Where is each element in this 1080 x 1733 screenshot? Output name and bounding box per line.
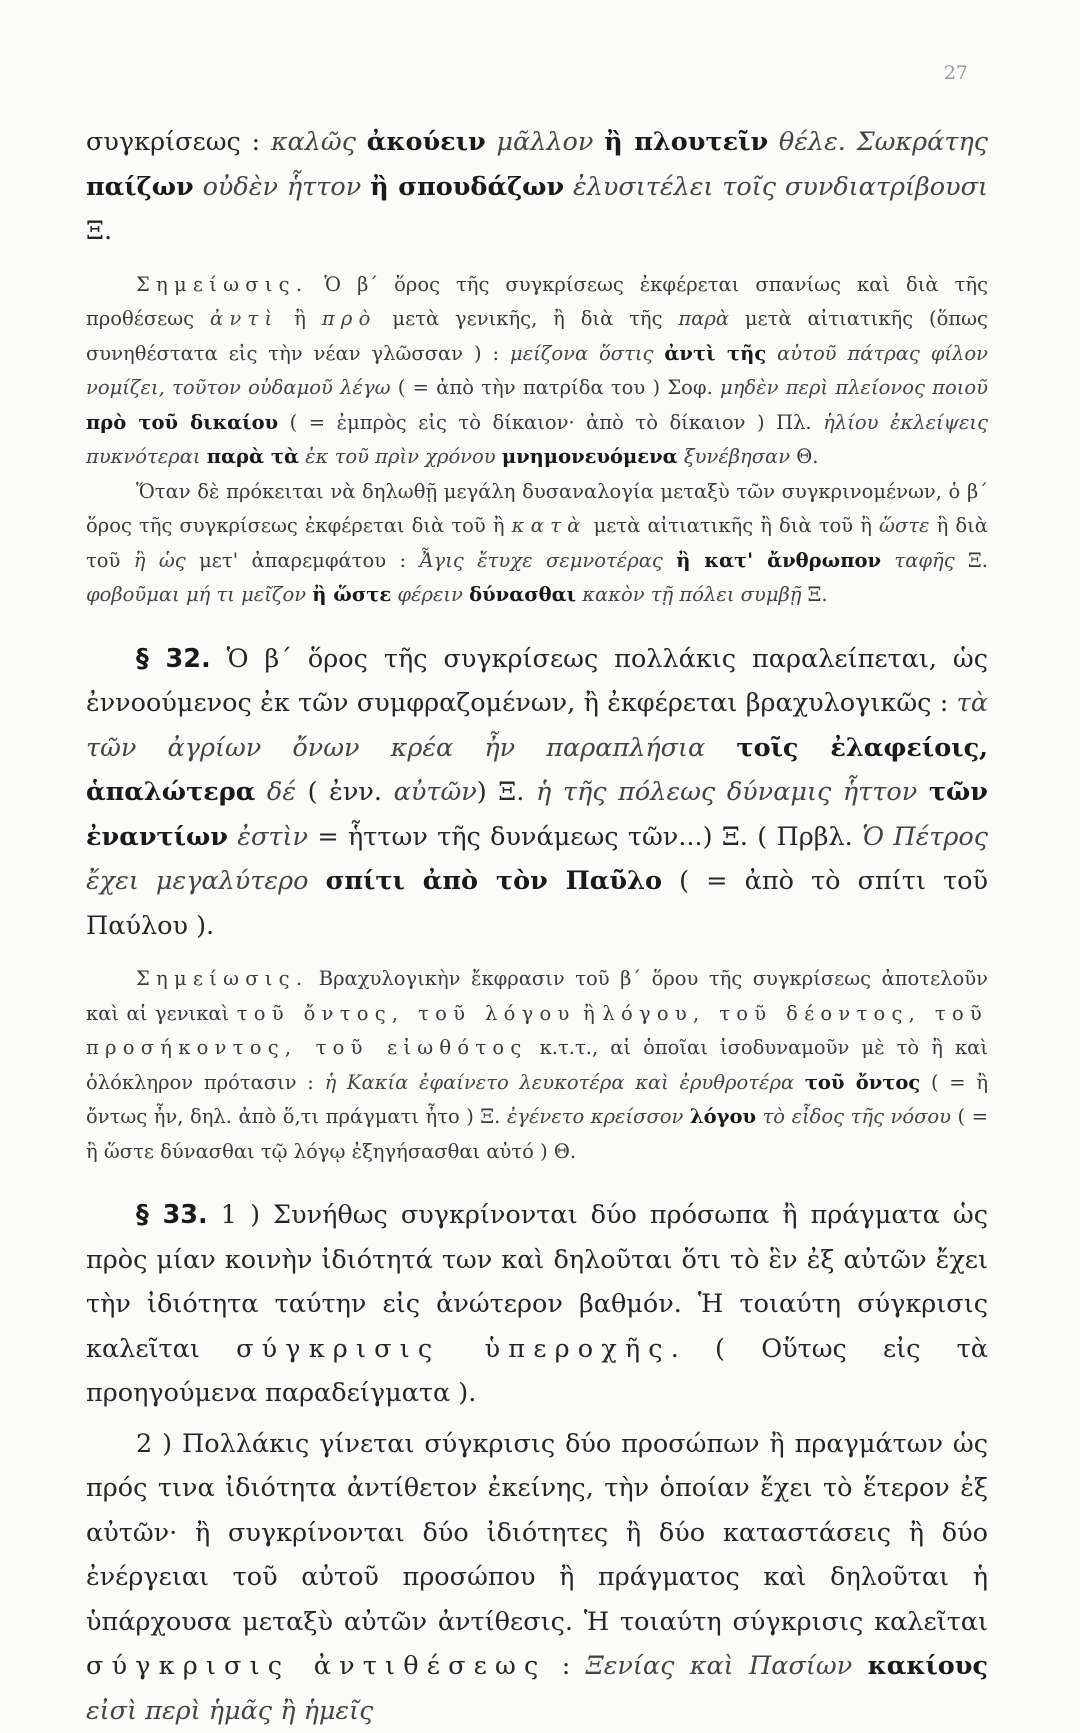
emphasis-text: δύνασθαι [469, 583, 576, 606]
emphasis-text: παρὰ τὰ [207, 445, 299, 468]
emphasis-text: ἀντὶ τῆς [664, 342, 766, 365]
example-text: ἀντὶ [210, 307, 278, 330]
text: Ξ. [955, 549, 988, 572]
emphasis-text: τοῦ ὄντος [805, 1071, 920, 1094]
note-paragraph [86, 268, 988, 475]
text: ( = ἢ ὥστε δύνασθαι τῷ λόγῳ ἐξηγήσασθαι αὐτό ) Θ. [86, 1105, 988, 1163]
note-paragraph [86, 962, 988, 1169]
text: συγκρίσεως : [86, 127, 271, 157]
text: ( = ἀπὸ τὴν πατρίδα του ) Σοφ. [391, 376, 721, 399]
emphasis-text: πρὸ τοῦ δικαίου [86, 411, 278, 434]
emphasis-text: ἀκούειν [367, 127, 486, 157]
example-text: δέ [255, 777, 296, 807]
example-text: ἐλυσιτέλει τοῖς συνδιατρίβουσι [564, 172, 988, 202]
text: κ.τ.τ., αἱ ὁποῖαι ἰσοδυναμοῦν μὲ τὸ ἢ καὶ ὁλόκληρον πρότασιν : [86, 1036, 988, 1094]
text: ( = ἐμπρὸς εἰς τὸ δίκαιον· ἀπὸ τὸ δίκαιον ) Πλ. [278, 411, 823, 434]
text: μετὰ αἰτιατικῆς ἢ διὰ τοῦ ἢ [587, 514, 880, 537]
emphasis-text: κακίους [868, 1651, 988, 1681]
emphasis-text: τῶν ἐναντίων [86, 777, 988, 852]
section-number: § 32. [136, 644, 211, 674]
example-text: οὐδὲν ἧττον [194, 172, 370, 202]
emphasis-text: τοῖς ἐλαφείοις, ἁπαλώτερα [86, 733, 988, 808]
text: . ( Οὕτως εἰς τὰ προηγούμενα παραδείγματα ). [86, 1334, 988, 1409]
emphasis-text: μνημονευόμενα [502, 445, 678, 468]
example-text: ἐγένετο κρείσσον [507, 1105, 690, 1128]
spaced-text: σύγκρισις ὑπεροχῆς [236, 1334, 671, 1364]
emphasis-text: ἢ πλουτεῖν [604, 127, 768, 157]
example-text: ἡλίου ἐκλείψεις πυκνότεραι [86, 411, 988, 469]
text: ( ἐνν. [296, 777, 394, 807]
example-text: Ἆγις ἔτυχε σεμνοτέρας [419, 549, 676, 572]
section-number: § 33. [136, 1200, 208, 1230]
example-text: μᾶλλον [486, 127, 604, 157]
numbered-paragraph [86, 1422, 988, 1733]
text: ἢ [278, 307, 321, 330]
text: Ὁ β΄ ὅρος τῆς συγκρίσεως πολλάκις παραλείπεται, ὡς ἐννοούμενος ἐκ τῶν συμφραζομένων, ἢ ἐκφέρεται βραχυλογικῶς : [86, 644, 988, 719]
example-text: μείζονα ὅστις [510, 342, 664, 365]
note-label: Σημείωσις. [136, 967, 308, 990]
text: μετὰ αἰτιατικῆς (ὅπως συνηθέστατα εἰς τὴν νέαν γλῶσσαν ) : [86, 307, 988, 365]
example-text: αὐτοῦ πάτρας φίλον νομίζει, τοῦτον οὐδαμοῦ λέγω [86, 342, 988, 400]
example-text: ἢ ὡς [134, 549, 186, 572]
source-abbrev: Θ. [790, 445, 818, 468]
example-text: ἡ τῆς πόλεως δύναμις ἧττον [536, 777, 929, 807]
example-text: τὸ εἶδος τῆς νόσου [756, 1105, 951, 1128]
example-text: καλῶς [271, 127, 367, 157]
example-text: τὰ τῶν ἀγρίων ὄνων κρέα ἦν παραπλήσια [86, 688, 988, 763]
text: 2 ) Πολλάκις γίνεται σύγκρισις δύο προσώπων ἢ πραγμάτων ὡς πρός τινα ἰδιότητα ἀντίθετον ἐκείνης, τὴν ὁποίαν ἔχει τὸ ἕτερον ἐξ αὐτῶν· ἢ συγκρίνονται δύο ἰδιότητες ἢ δύο καταστάσεις ἢ δύο ἐνέργειαι τοῦ αὐτοῦ προσώπου ἢ πράγματος καὶ δηλοῦται ἡ ὑπάρχουσα μεταξὺ αὐτῶν ἀντίθεσις. Ἡ τοιαύτη σύγκρισις καλεῖται [86, 1429, 988, 1637]
example-text: ταφῆς [881, 549, 955, 572]
example-text: ξυνέβησαν [678, 445, 790, 468]
page-content [86, 120, 988, 1733]
source-abbrev: Ξ. [801, 583, 827, 606]
text: μετ' ἀπαρεμφάτου : [186, 549, 420, 572]
text: ) Ξ. [477, 777, 536, 807]
spaced-text: τοῦ ὄντος, τοῦ λόγου [237, 1002, 576, 1025]
emphasis-text: ἢ ὥστε [312, 583, 391, 606]
text: ἢ [576, 1002, 603, 1025]
example-text: ὥστε [879, 514, 929, 537]
example-text: ἐστὶν [228, 822, 308, 852]
example-text: πρὸ [322, 307, 377, 330]
example-text: ἐκ τοῦ πρὶν χρόνου [299, 445, 502, 468]
section-33-paragraph [86, 1193, 988, 1416]
example-text: παρὰ [678, 307, 729, 330]
section-32-paragraph [86, 637, 988, 949]
text: Ὁ β΄ ὅρος τῆς συγκρίσεως ἐκφέρεται σπανίως καὶ διὰ τῆς προθέσεως [86, 273, 988, 331]
example-text: αὐτῶν [394, 777, 477, 807]
emphasis-text: λόγου [690, 1105, 756, 1128]
example-text: μηδὲν περὶ πλείονος ποιοῦ [720, 376, 988, 399]
note-paragraph [86, 475, 988, 613]
emphasis-text: ἢ σπουδάζων [370, 172, 564, 202]
text: ἢ διὰ τοῦ [86, 514, 988, 572]
example-text: κακὸν τῇ πόλει συμβῇ [576, 583, 801, 606]
example-text: φέρειν [391, 583, 469, 606]
page-number: 27 [944, 62, 968, 84]
text: Ὅταν δὲ πρόκειται νὰ δηλωθῇ μεγάλη δυσαναλογία μεταξὺ τῶν συγκρινομένων, ὁ β΄ ὅρος τῆς συγκρίσεως ἐκφέρεται διὰ τοῦ ἢ [86, 480, 988, 538]
emphasis-text: ἢ κατ' ἄνθρωπον [676, 549, 881, 572]
source-abbrev: Ξ. [86, 216, 112, 246]
continuation-paragraph [86, 120, 988, 254]
spaced-text: λόγου, τοῦ δέοντος, τοῦ προσήκοντος, τοῦ εἰωθότος [86, 1002, 988, 1060]
text: 1 ) Συνήθως συγκρίνονται δύο πρόσωπα ἢ πράγματα ὡς πρὸς μίαν κοινὴν ἰδιότητά των καὶ δηλοῦται ὅτι τὸ ἓν ἐξ αὐτῶν ἔχει τὴν ἰδιότητα ταύτην εἰς ἀνώτερον βαθμόν. Ἡ τοιαύτη σύγκρισις καλεῖται [86, 1200, 988, 1364]
example-text: Ξενίας καὶ Πασίων [586, 1651, 868, 1681]
text: : [546, 1651, 585, 1681]
example-text: εἰσὶ περὶ ἡμᾶς ἢ ἡμεῖς [86, 1696, 373, 1726]
example-text: Ὁ Πέτρος ἔχει μεγαλύτερο [86, 822, 988, 897]
text: ( = ἀπὸ τὸ σπίτι τοῦ Παύλου ). [86, 866, 988, 941]
emphasis-text: σπίτι ἀπὸ τὸν Παῦλο [326, 866, 662, 896]
text: Βραχυλογικὴν ἔκφρασιν τοῦ β΄ ὅρου τῆς συγκρίσεως ἀποτελοῦν καὶ αἱ γενικαὶ [86, 967, 988, 1025]
example-text: ἡ Κακία ἐφαίνετο λευκοτέρα καὶ ἐρυθροτέρα [325, 1071, 805, 1094]
example-text: θέλε. Σωκράτης [768, 127, 988, 157]
text: μετὰ γενικῆς, ἢ διὰ τῆς [377, 307, 679, 330]
emphasis-text: παίζων [86, 172, 194, 202]
text: ( = ἢ ὄντως ἦν, δηλ. ἀπὸ ὅ,τι πράγματι ἦτο ) Ξ. [86, 1071, 988, 1129]
example-text: κατὰ [512, 514, 587, 537]
spaced-text: σύγκρισις ἀντιθέσεως [86, 1651, 546, 1681]
note-label: Σημείωσις. [136, 273, 308, 296]
text: = ἧττων τῆς δυνάμεως τῶν...) Ξ. ( Πρβλ. [308, 822, 862, 852]
example-text: φοβοῦμαι μή τι μεῖζον [86, 583, 312, 606]
